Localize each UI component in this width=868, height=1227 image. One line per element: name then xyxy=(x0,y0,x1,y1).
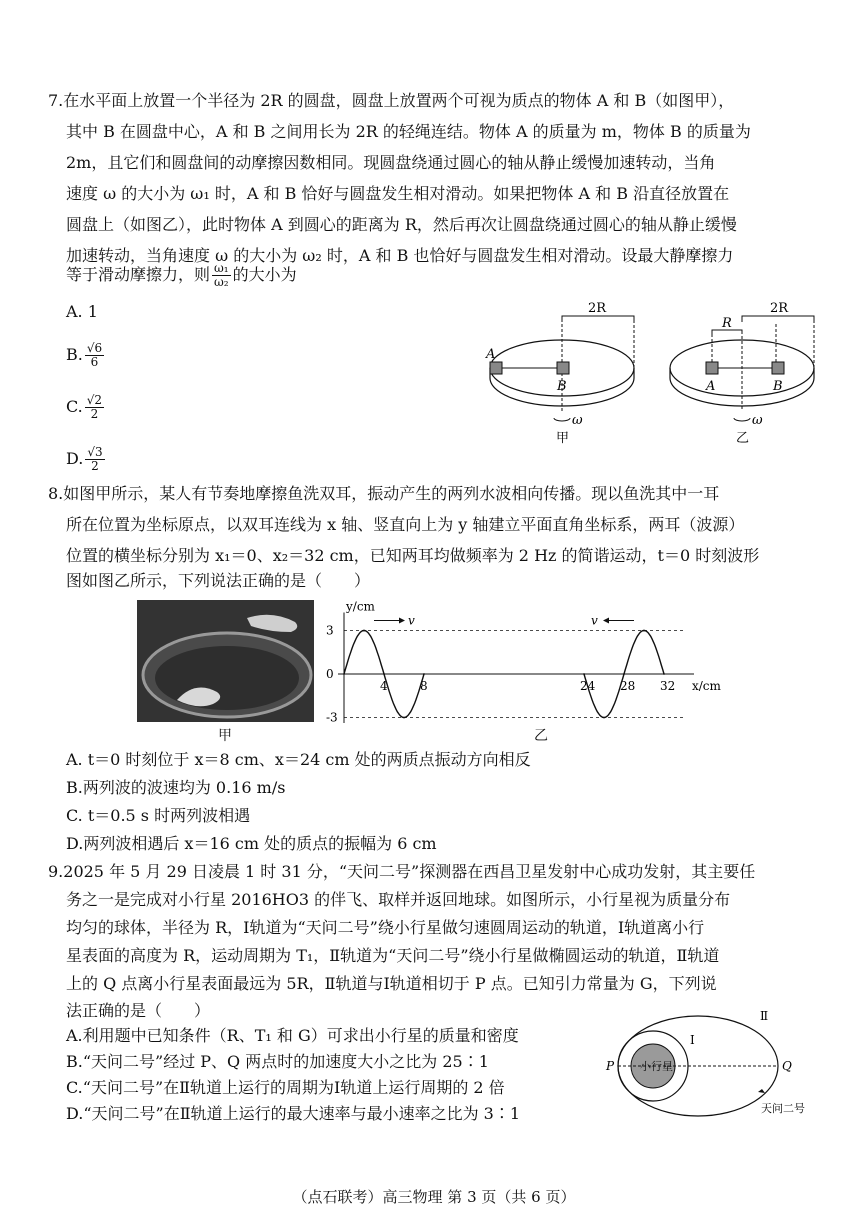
q7-option-b-label: B. xyxy=(66,345,83,364)
dim-bracket-yi-2r xyxy=(742,316,814,322)
velocity-label-left-wave: v xyxy=(408,613,415,628)
q7-figure-jia xyxy=(485,301,634,446)
q9-option-d: D.“天问二号”在Ⅱ轨道上运行的最大速率与最小速率之比为 3∶1 xyxy=(66,1104,521,1123)
fish-washer-photo xyxy=(137,600,314,722)
q7-figure-yi xyxy=(670,301,814,446)
wave-point xyxy=(363,630,365,632)
q7-option-d-den: 2 xyxy=(91,459,99,473)
block-b-jia xyxy=(557,362,569,374)
wave-chart xyxy=(318,598,738,723)
label-orbit-i: Ⅰ xyxy=(690,1033,695,1047)
q8-photo-caption: 甲 xyxy=(218,728,232,744)
wave-point xyxy=(663,673,665,675)
block-a-yi xyxy=(706,362,718,374)
q7-option-c-frac xyxy=(85,394,104,421)
q9-line-3: 均匀的球体，半径为 R，Ⅰ轨道为“天问二号”绕小行星做匀速圆周运动的轨道，Ⅰ轨道离小行 xyxy=(66,918,705,937)
q7-option-b-den: 6 xyxy=(90,355,99,369)
page-footer: （点石联考）高三物理 第 3 页（共 6 页） xyxy=(292,1188,576,1206)
y-tick-label: 3 xyxy=(326,623,334,638)
label-a-jia: A xyxy=(486,347,496,362)
wave-point xyxy=(343,673,345,675)
caption-jia: 甲 xyxy=(556,431,570,446)
q7-line-1: 7.在水平面上放置一个半径为 2R 的圆盘，圆盘上放置两个可视为质点的物体 A 和 B（如图甲）， xyxy=(48,91,735,110)
q9-line-5: 上的 Q 点离小行星表面最远为 5R，Ⅱ轨道与Ⅰ轨道相切于 P 点。已知引力常量为 G，下列说 xyxy=(66,974,717,993)
q8-option-d: D.两列波相遇后 x＝16 cm 处的质点的振幅为 6 cm xyxy=(66,834,437,853)
wave-point xyxy=(643,630,645,632)
q8-line-2: 所在位置为坐标原点，以双耳连线为 x 轴、竖直向上为 y 轴建立平面直角坐标系，两耳（波源） xyxy=(66,515,745,534)
q7-line-3: 2m，且它们和圆盘间的动摩擦因数相同。现圆盘绕通过圆心的轴从静止缓慢加速转动，当角 xyxy=(66,153,716,172)
y-tick-label: 0 xyxy=(326,667,334,681)
velocity-label-right-wave: v xyxy=(591,613,598,628)
velocity-arrowhead-left-wave xyxy=(399,618,405,624)
wave-point xyxy=(383,673,385,675)
q9-option-a: A.利用题中已知条件（R、T₁ 和 G）可求出小行星的质量和密度 xyxy=(66,1026,519,1045)
q7-option-a-value: 1 xyxy=(87,302,98,321)
rotation-arrow-yi xyxy=(734,418,750,421)
x-tick-label: 32 xyxy=(660,679,676,693)
q7-line-4: 速度 ω 的大小为 ω₁ 时，A 和 B 恰好与圆盘发生相对滑动。如果把物体 A 和 B 沿直径放置在 xyxy=(66,184,730,203)
q9-line-4: 星表面的高度为 R，运动周期为 T₁，Ⅱ轨道为“天问二号”绕小行星做椭圆运动的轨道，Ⅱ轨道 xyxy=(66,946,720,965)
basin-water xyxy=(155,646,299,710)
label-orbit-ii: Ⅱ xyxy=(760,1009,769,1023)
q8-option-a: A. t＝0 时刻位于 x＝8 cm、x＝24 cm 处的两质点振动方向相反 xyxy=(66,750,531,769)
q7-option-c-label: C. xyxy=(66,397,83,416)
wave-point xyxy=(423,673,425,675)
q7-option-c xyxy=(66,394,106,421)
q9-line-1: 9.2025 年 5 月 29 日凌晨 1 时 31 分，“天问二号”探测器在西昌卫星发射中心成功发射，其主要任 xyxy=(48,862,756,881)
q7-option-d-frac xyxy=(85,446,104,473)
q7-ratio-den: ω₂ xyxy=(214,275,229,289)
label-a-yi: A xyxy=(706,379,716,394)
label-omega-jia: ω xyxy=(572,413,583,428)
label-2r-jia: 2R xyxy=(588,301,607,316)
q7-option-d xyxy=(66,446,107,473)
label-omega-yi: ω xyxy=(752,413,763,428)
label-q: Q xyxy=(782,1059,792,1073)
block-a-jia xyxy=(490,362,502,374)
q9-option-c: C.“天问二号”在Ⅱ轨道上运行的周期为Ⅰ轨道上运行周期的 2 倍 xyxy=(66,1078,505,1097)
velocity-arrowhead-right-wave xyxy=(603,618,609,624)
x-tick-label: 24 xyxy=(580,679,596,693)
asteroid-label: 小行星 xyxy=(640,1060,673,1073)
label-r-yi: R xyxy=(722,316,732,331)
x-tick-label: 8 xyxy=(420,679,428,693)
q7-line-6: 加速转动，当角速度 ω 的大小为 ω₂ 时，A 和 B 也恰好与圆盘发生相对滑动。设最大静摩擦力 xyxy=(66,246,734,265)
q7-option-a xyxy=(66,302,98,322)
q8-line-4: 图如图乙所示，下列说法正确的是（ ） xyxy=(66,571,371,590)
q7-ratio-fraction xyxy=(212,262,231,289)
q7-option-a-label: A. xyxy=(66,302,83,321)
orbit-figure xyxy=(598,1008,828,1128)
wave-point xyxy=(583,673,585,675)
q8-chart-caption: 乙 xyxy=(534,728,548,744)
label-2r-yi: 2R xyxy=(770,301,789,316)
q7-option-d-num: √3 xyxy=(87,445,103,459)
q7-option-b-frac xyxy=(85,342,104,369)
q7-line-2: 其中 B 在圆盘中心，A 和 B 之间用长为 2R 的轻绳连结。物体 A 的质量为 m，物体 B 的质量为 xyxy=(66,122,751,141)
fish-washer-illustration xyxy=(137,600,314,722)
wave-point xyxy=(403,717,405,719)
y-tick-label: -3 xyxy=(326,710,338,723)
q7-option-b-num: √6 xyxy=(86,341,103,355)
q8-option-c: C. t＝0.5 s 时两列波相遇 xyxy=(66,806,251,825)
dim-bracket-jia xyxy=(562,316,634,322)
label-b-yi: B xyxy=(773,379,783,394)
x-tick-label: 4 xyxy=(380,679,388,693)
q9-option-b: B.“天问二号”经过 P、Q 两点时的加速度大小之比为 25∶1 xyxy=(66,1052,489,1071)
label-b-jia: B xyxy=(557,379,567,394)
q7-line-7-post: 的大小为 xyxy=(232,265,297,284)
q7-option-d-label: D. xyxy=(66,449,84,468)
q7-disc-figure xyxy=(480,296,840,446)
caption-yi: 乙 xyxy=(736,431,750,446)
block-b-yi xyxy=(772,362,784,374)
q7-ratio-num: ω₁ xyxy=(214,261,229,275)
q9-line-2: 务之一是完成对小行星 2016HO3 的伴飞、取样并返回地球。如图所示，小行星视为质量分布 xyxy=(66,890,731,909)
rotation-arrow-jia xyxy=(554,418,570,421)
q7-line-5: 圆盘上（如图乙），此时物体 A 到圆心的距离为 R，然后再次让圆盘绕通过圆心的轴从静止缓慢 xyxy=(66,215,737,234)
probe-label: 天问二号 xyxy=(761,1102,805,1115)
q7-option-c-num: √2 xyxy=(86,393,103,407)
q7-option-c-den: 2 xyxy=(90,407,99,421)
q7-line-7-pre: 等于滑动摩擦力，则 xyxy=(66,265,211,284)
q8-line-1: 8.如图甲所示，某人有节奏地摩擦鱼洗双耳，振动产生的两列水波相向传播。现以鱼洗其中一耳 xyxy=(48,484,720,503)
q8-line-3: 位置的横坐标分别为 x₁＝0、x₂＝32 cm，已知两耳均做频率为 2 Hz 的简谐运动，t＝0 时刻波形 xyxy=(66,546,760,565)
q8-option-b: B.两列波的波速均为 0.16 m/s xyxy=(66,778,286,797)
label-p: P xyxy=(606,1059,615,1073)
q9-line-6: 法正确的是（ ） xyxy=(66,1001,211,1020)
wave-point xyxy=(603,717,605,719)
q7-option-b xyxy=(66,342,106,369)
wave-point xyxy=(623,673,625,675)
x-tick-label: 28 xyxy=(620,679,636,693)
y-axis-label: y/cm xyxy=(346,599,375,614)
probe-icon xyxy=(758,1089,765,1093)
q7-line-7 xyxy=(66,262,297,289)
x-axis-label: x/cm xyxy=(692,679,721,693)
